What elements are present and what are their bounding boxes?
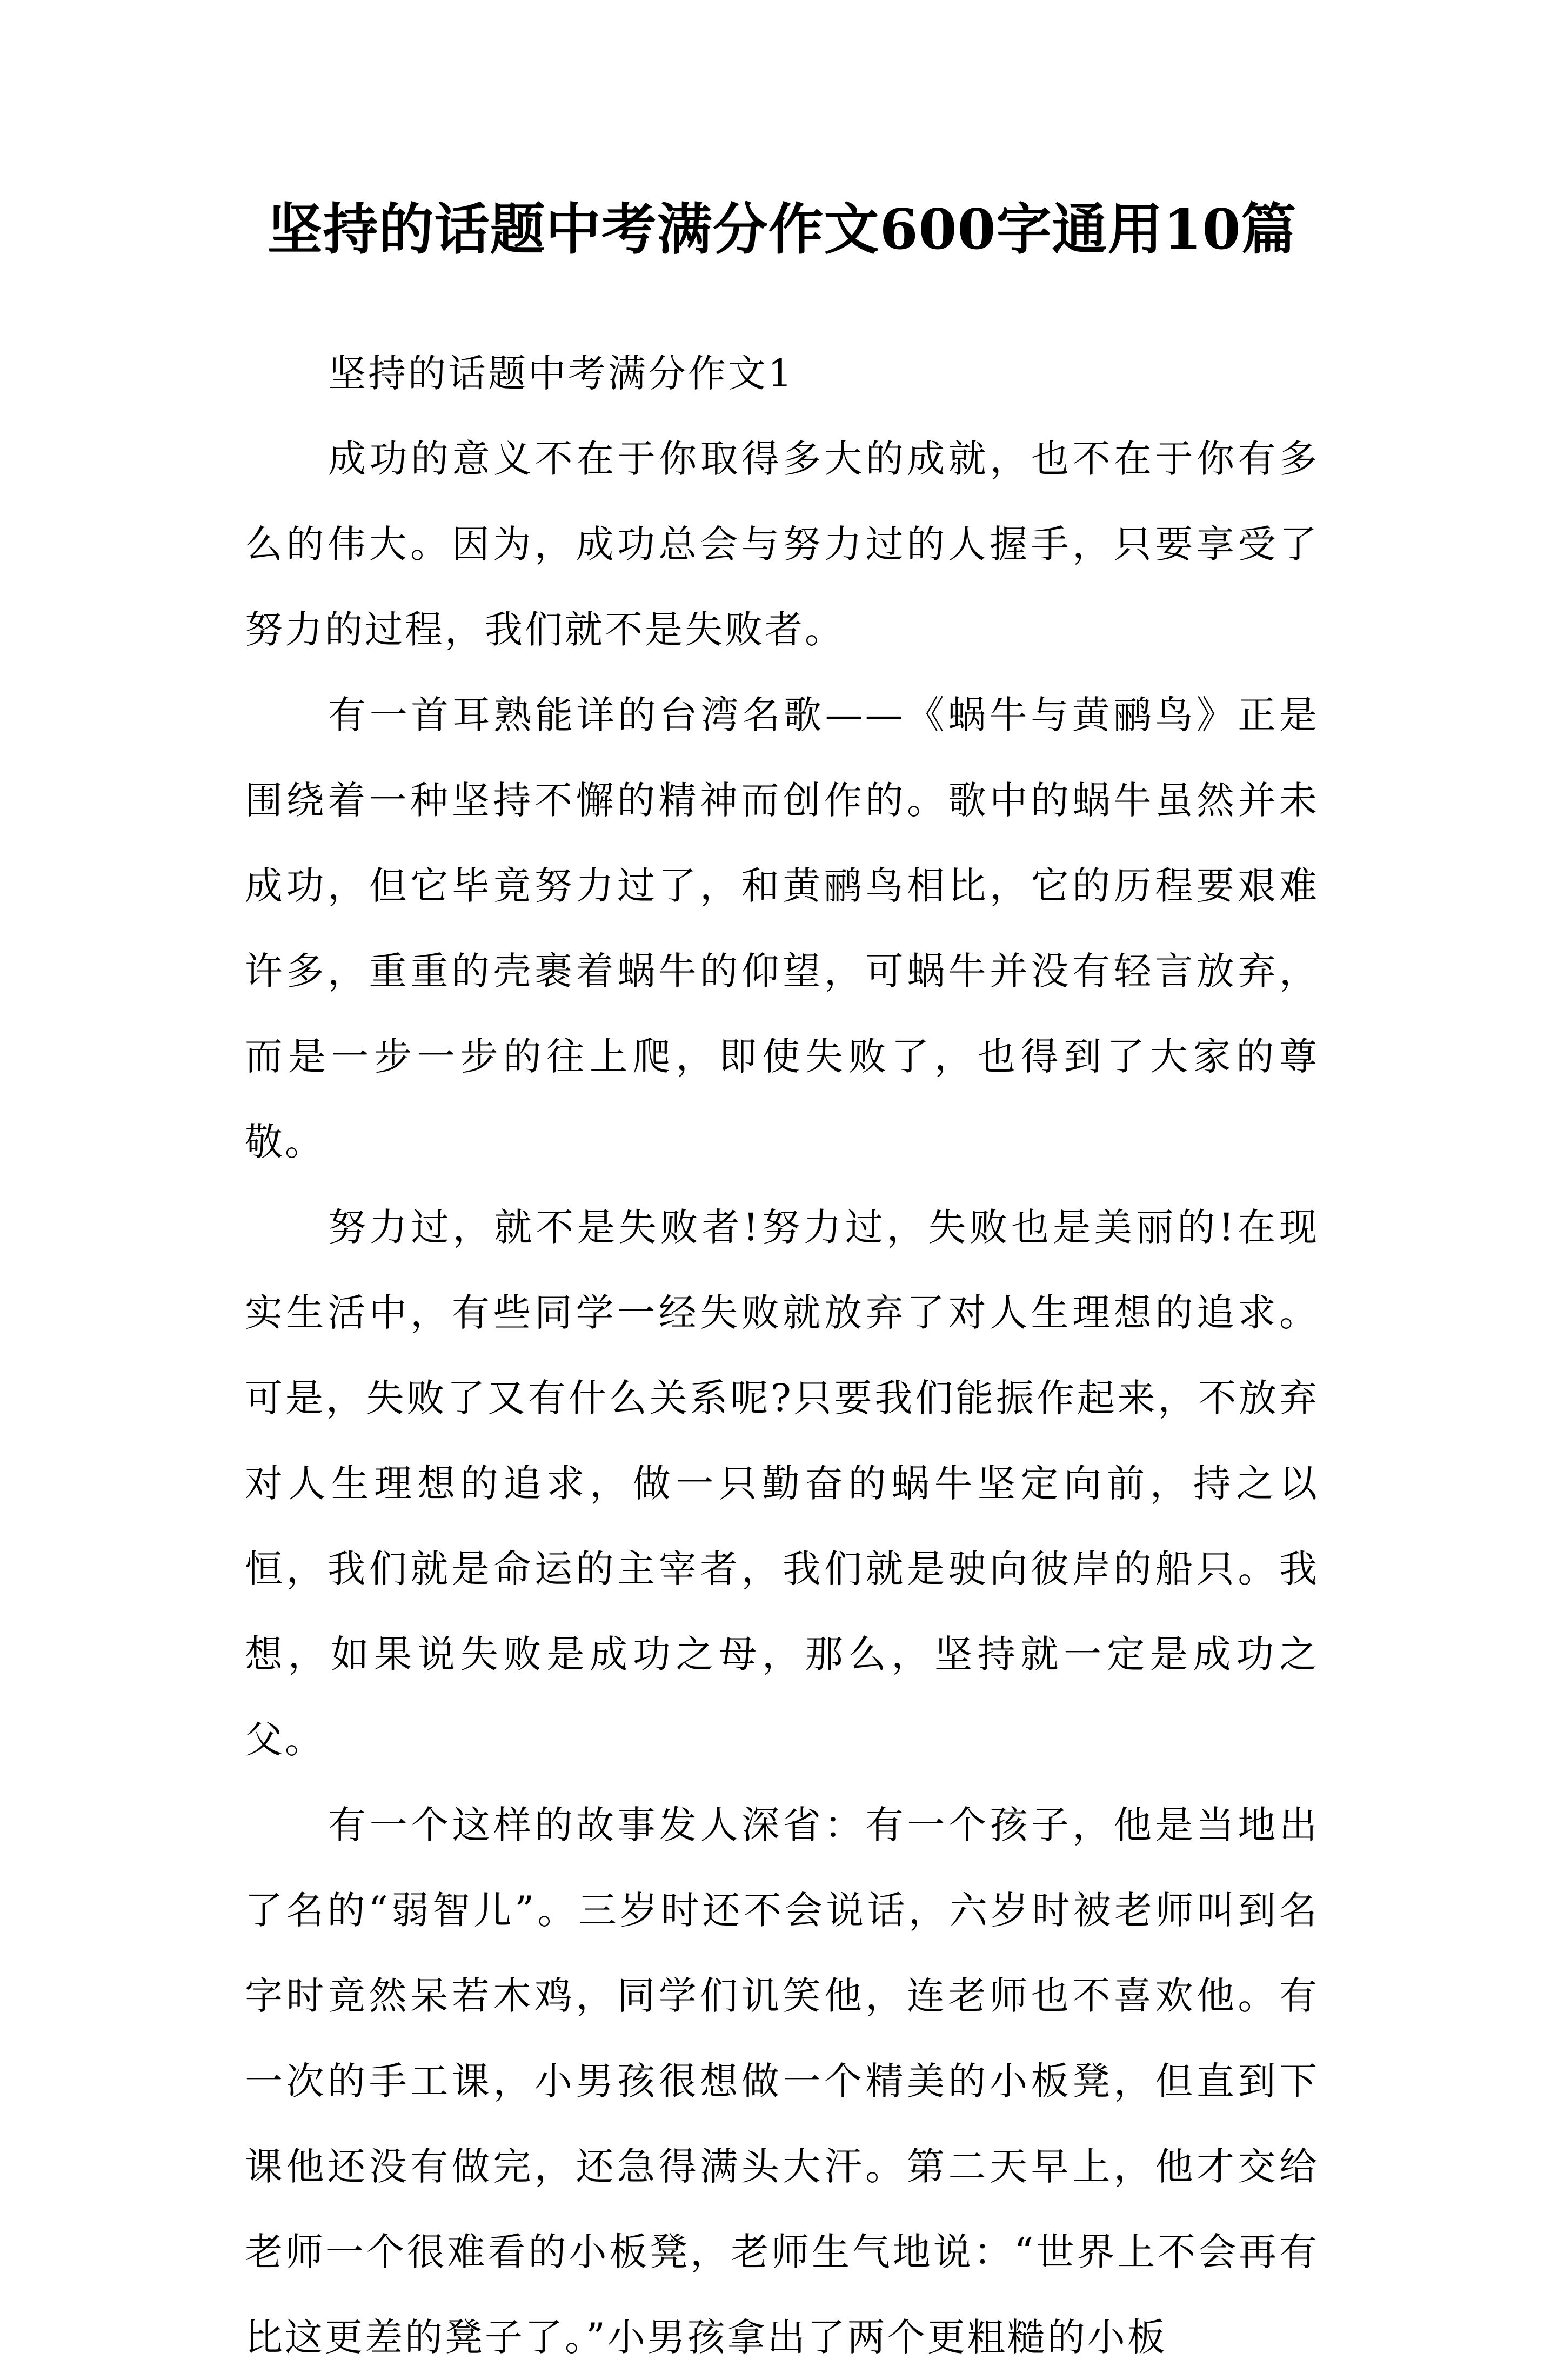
section-heading: 坚持的话题中考满分作文1 (328, 351, 794, 396)
paragraph: 成功的意义不在于你取得多大的成就，也不在于你有多么的伟大。因为，成功总会与努力过的人握手，只要享受了努力的过程，我们就不是失败者。 (245, 437, 1319, 652)
paragraph: 有一首耳熟能详的台湾名歌——《蜗牛与黄鹂鸟》正是围绕着一种坚持不懈的精神而创作的。歌中的蜗牛虽然并未成功，但它毕竟努力过了，和黄鹂鸟相比，它的历程要艰难许多，重重的壳裹着蜗牛的仰望，可蜗牛并没有轻言放弃，而是一步一步的往上爬，即使失败了，也得到了大家的尊敬。 (245, 693, 1319, 1164)
document-body (245, 331, 1319, 2380)
document-title: 坚持的话题中考满分作文600字通用10篇 (267, 197, 1297, 262)
paragraph: 有一个这样的故事发人深省：有一个孩子，他是当地出了名的“弱智儿”。三岁时还不会说话，六岁时被老师叫到名字时竟然呆若木鸡，同学们讥笑他，连老师也不喜欢他。有一次的手工课，小男孩很想做一个精美的小板凳，但直到下课他还没有做完，还急得满头大汗。第二天早上，他才交给老师一个很难看的小板凳，老师生气地说：“世界上不会再有比这更差的凳子了。”小男孩拿出了两个更粗糙的小板 (245, 1803, 1319, 2359)
paragraph: 努力过，就不是失败者!努力过，失败也是美丽的!在现实生活中，有些同学一经失败就放弃了对人生理想的追求。可是，失败了又有什么关系呢?只要我们能振作起来，不放弃对人生理想的追求，做一只勤奋的蜗牛坚定向前，持之以恒，我们就是命运的主宰者，我们就是驶向彼岸的船只。我想，如果说失败是成功之母，那么，坚持就一定是成功之父。 (245, 1205, 1319, 1762)
